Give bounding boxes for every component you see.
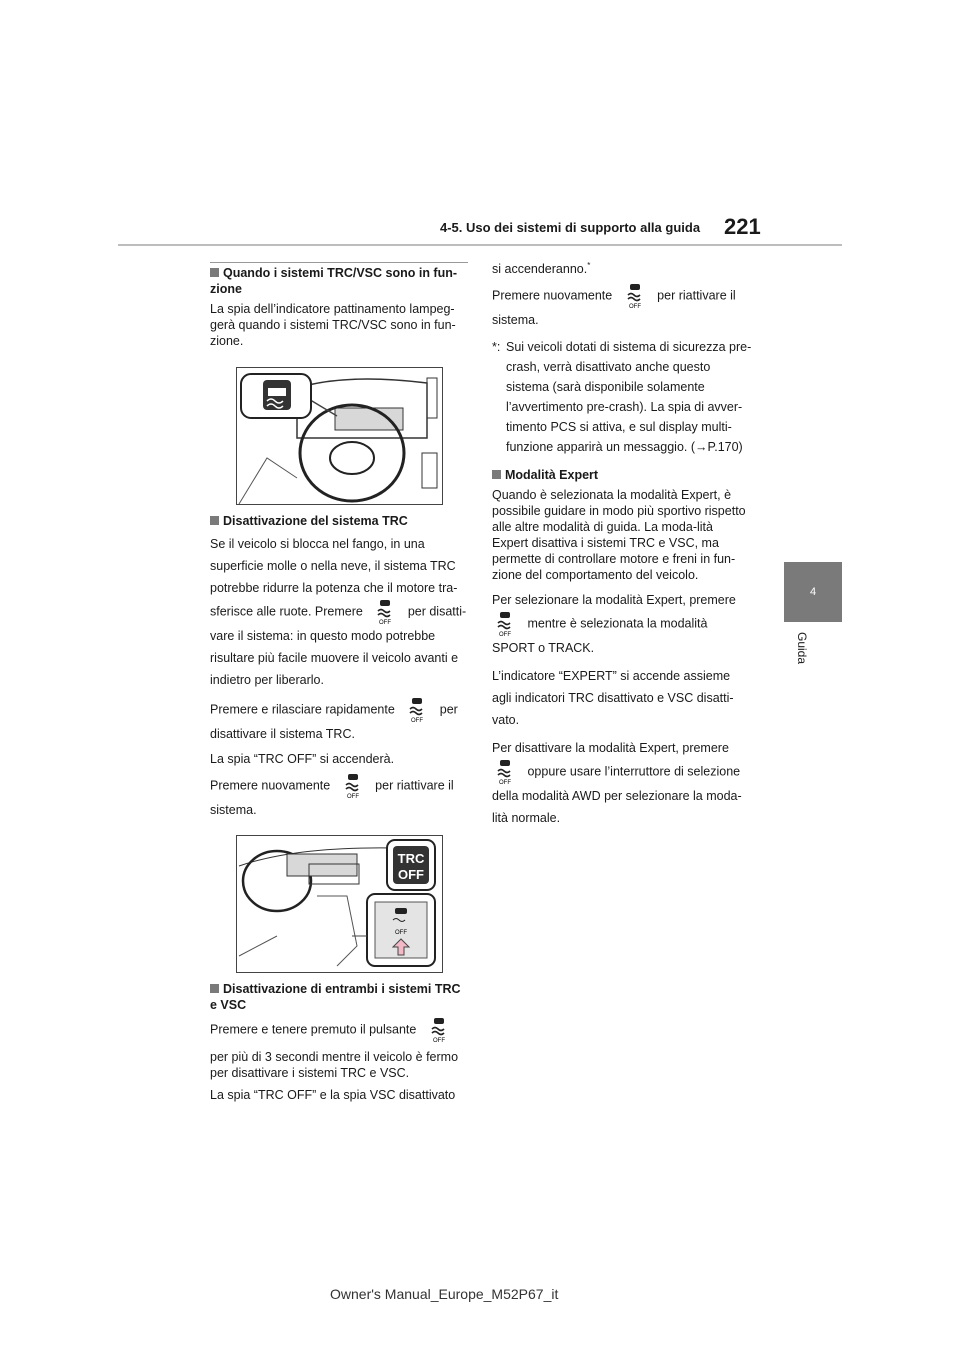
trc-off-button-icon bbox=[372, 599, 398, 625]
paragraph: per più di 3 secondi mentre il veicolo è fermo per disattivare i sistemi TRC e VSC. bbox=[210, 1050, 459, 1080]
paragraph: Premere nuovamente OFF per riattivare il sistema. bbox=[210, 773, 468, 821]
bullet-square-icon bbox=[210, 268, 219, 277]
section-heading-expert-mode: Modalità Expert bbox=[492, 467, 752, 483]
bullet-square-icon bbox=[210, 984, 219, 993]
trc-off-button-icon bbox=[340, 773, 366, 799]
svg-text:OFF: OFF bbox=[379, 620, 392, 625]
svg-text:OFF: OFF bbox=[499, 780, 511, 786]
paragraph: L’indicatore “EXPERT” si accende assieme agli indicatori TRC disattivato e VSC disatti-vato. bbox=[492, 669, 734, 728]
svg-text:OFF: OFF bbox=[628, 304, 641, 310]
trc-off-button-icon bbox=[492, 611, 518, 637]
trc-off-button-icon bbox=[426, 1017, 452, 1043]
illustration-slip-indicator bbox=[236, 367, 443, 505]
chapter-tab[interactable] bbox=[784, 562, 842, 622]
trc-off-button-icon bbox=[404, 697, 430, 723]
chapter-side-label: Guida bbox=[795, 632, 809, 665]
header-section-title: 4-5. Uso dei sistemi di supporto alla guida bbox=[440, 220, 701, 235]
paragraph: Premere nuovamente OFF per riattivare il sistema. bbox=[492, 283, 752, 331]
trc-off-button-icon bbox=[622, 283, 648, 309]
paragraph: si accenderanno.* bbox=[492, 261, 591, 277]
paragraph: La spia “TRC OFF” e la spia VSC disattivato bbox=[210, 1088, 456, 1102]
illustration-trc-off-button bbox=[236, 835, 443, 973]
right-column bbox=[492, 258, 752, 835]
paragraph: La spia dell’indicatore pattinamento lampeg-gerà quando i sistemi TRC/VSC sono in fun-zione. bbox=[210, 302, 456, 348]
column-top-rule bbox=[210, 262, 468, 263]
bullet-square-icon bbox=[492, 470, 501, 479]
section-heading-trc-vsc-active: Quando i sistemi TRC/VSC sono in fun-zione bbox=[210, 266, 458, 296]
paragraph: Premere e tenere premuto il pulsante OFF bbox=[210, 1017, 468, 1043]
svg-text:OFF: OFF bbox=[398, 867, 424, 882]
svg-text:OFF: OFF bbox=[411, 718, 424, 723]
page-number: 221 bbox=[724, 214, 761, 239]
paragraph: Premere e rilasciare rapidamente OFF per disattivare il sistema TRC. bbox=[210, 697, 468, 745]
section-heading-trc-off: Disattivazione del sistema TRC bbox=[210, 513, 468, 529]
page-footer: Owner's Manual_Europe_M52P67_it bbox=[330, 1286, 559, 1302]
paragraph: Per selezionare la modalità Expert, premere OFF mentre è selezionata la modalità SPORT o TRACK. bbox=[492, 593, 736, 656]
section-heading-trc-vsc-off: Disattivazione di entrambi i sistemi TRC e VSC bbox=[210, 982, 461, 1012]
bullet-square-icon bbox=[210, 516, 219, 525]
svg-text:OFF: OFF bbox=[432, 1038, 445, 1043]
svg-text:TRC: TRC bbox=[397, 851, 425, 866]
svg-text:OFF: OFF bbox=[346, 794, 359, 799]
header-divider bbox=[118, 244, 842, 246]
footnote: *: Sui veicoli dotati di sistema di sicurezza pre-crash, verrà disattivato anche questo sistema (sarà disponibile solamente l’avvertimento pre-crash). La spia di avver-timento PCS si attiva, e sul display multi-funzione apparirà un messaggio. (→P.170) bbox=[492, 340, 752, 455]
chapter-number: 4 bbox=[809, 586, 817, 598]
svg-text:OFF: OFF bbox=[499, 632, 511, 638]
paragraph: Per disattivare la modalità Expert, premere OFF oppure usare l’interruttore di selezione della modalità AWD per selezionare la moda-lità normale. bbox=[492, 741, 742, 826]
left-column bbox=[210, 265, 468, 1109]
svg-text:OFF: OFF bbox=[395, 930, 407, 936]
paragraph: Quando è selezionata la modalità Expert, è possibile guidare in modo più sportivo rispetto alle altre modalità di guida. La moda-lità Expert disattiva i sistemi TRC e VSC, ma permette di controllare motore e freni in fun-zione del comportamento del veicolo. bbox=[492, 488, 746, 583]
trc-off-button-icon bbox=[492, 759, 518, 785]
paragraph: Se il veicolo si blocca nel fango, in una superficie molle o nella neve, il sistema TRC potrebbe ridurre la potenza che il motore tra-sferisce alle ruote. Premere OFF per disatti-vare il sistema: in questo modo potrebbe risultare più facile muovere il veicolo avanti e indietro per liberarlo. bbox=[210, 537, 467, 687]
footnote-marker: * bbox=[587, 261, 591, 270]
paragraph: La spia “TRC OFF” si accenderà. bbox=[210, 752, 395, 766]
